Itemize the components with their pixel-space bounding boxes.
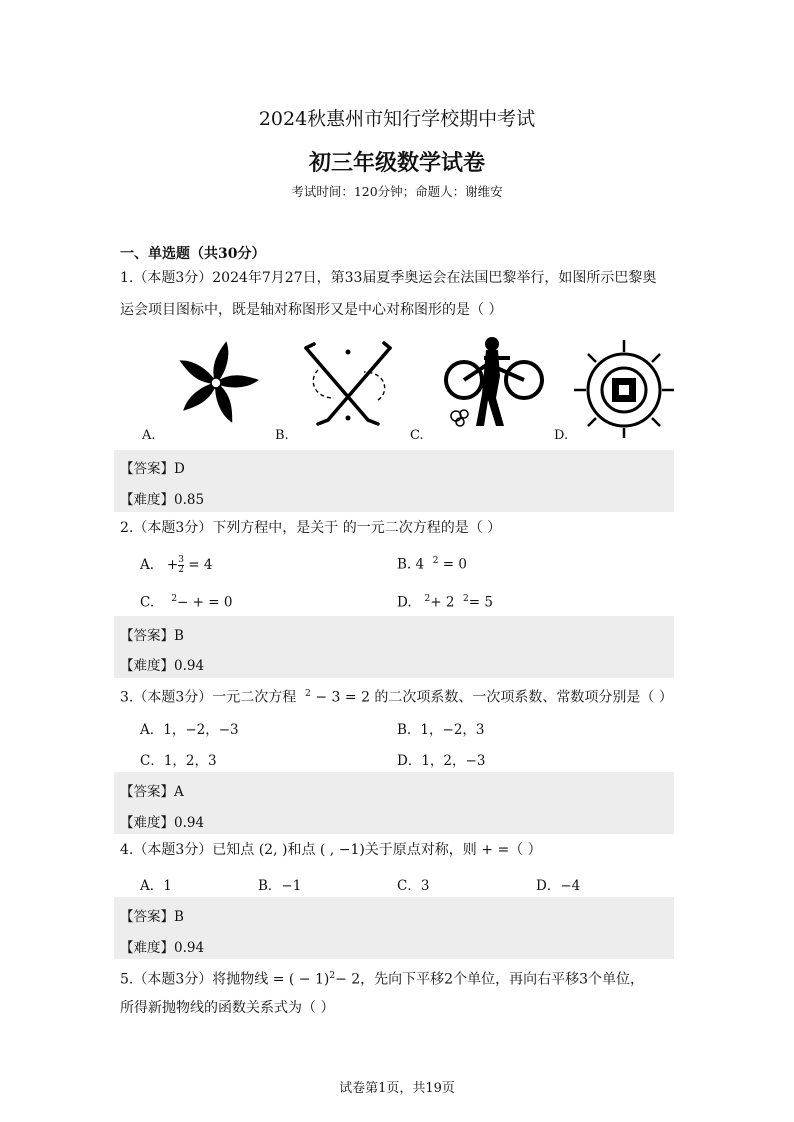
q2-option-c: C. $^2$− + = 0 (140, 594, 233, 611)
q1-option-a-label: A. (142, 428, 156, 443)
q4-answer: 【答案】B (120, 909, 184, 925)
q1-option-b-label: B. (275, 428, 289, 443)
q1-difficulty: 【难度】0.85 (120, 492, 205, 508)
q2-option-a: A. + $\frac{3}{2}$ = 4 (140, 555, 213, 575)
hockey-sticks-icon (298, 340, 408, 430)
q2-option-d: D. $^2$+ 2 $^2$= 5 (397, 594, 493, 611)
target-icon (574, 338, 678, 438)
q2-answer: 【答案】B (120, 628, 184, 644)
q2-difficulty: 【难度】0.94 (120, 658, 205, 674)
q4-answer-box (114, 897, 674, 959)
fraction: $\frac{3}{2}$ (178, 555, 184, 575)
q5-line1: 5.（本题3分）将抛物线 = ( − 1)$^2$− 2，先向下平移2个单位，再向右平移3个单位， (120, 971, 644, 988)
q1-answer: 【答案】D (120, 461, 185, 477)
q2-stem: 2.（本题3分）下列方程中，是关于 的一元二次方程的是（ ） (120, 520, 502, 536)
cyclist-icon (440, 336, 550, 432)
q3-option-a: A．1，−2，−3 (140, 722, 239, 738)
q1-line1: 1.（本题3分）2024年7月27日，第33届夏季奥运会在法国巴黎举行，如图所示巴黎奥 (120, 270, 657, 286)
q3-option-c: C．1，2，3 (140, 753, 217, 769)
q3-answer: 【答案】A (120, 784, 184, 800)
section-heading: 一、单选题（共30分） (120, 246, 266, 262)
q1-option-d-label: D. (554, 428, 569, 443)
paper-title: 初三年级数学试卷 (308, 150, 485, 176)
q1-option-c-label: C. (410, 428, 424, 443)
q4-stem: 4.（本题3分）已知点 (2, )和点 ( , −1)关于原点对称，则 + =（ ） (120, 842, 542, 858)
q2-option-b: B. 4 $^2$ = 0 (397, 556, 467, 573)
q4-option-d: D．−4 (536, 878, 581, 894)
q3-option-d: D．1，2，−3 (397, 753, 486, 769)
q4-option-b: B．−1 (258, 878, 302, 894)
q4-option-a: A．1 (140, 878, 172, 894)
exam-info: 考试时间：120分钟；命题人：谢维安 (291, 184, 503, 199)
q1-answer-box (114, 450, 674, 512)
pinwheel-icon (164, 338, 268, 428)
q2-answer-box (114, 616, 674, 678)
exam-title: 2024秋惠州市知行学校期中考试 (258, 108, 536, 130)
q1-line2: 运会项目图标中，既是轴对称图形又是中心对称图形的是（ ） (120, 302, 503, 318)
q4-option-c: C．3 (397, 878, 430, 894)
q5-line2: 所得新抛物线的函数关系式为（ ） (120, 1000, 335, 1016)
q3-difficulty: 【难度】0.94 (120, 815, 205, 831)
q4-difficulty: 【难度】0.94 (120, 940, 205, 956)
q3-stem: 3.（本题3分）一元二次方程 $^2$ − 3 = 2 的二次项系数、一次项系数、常数项分别是（ ） (120, 689, 673, 706)
q3-option-b: B．1，−2，3 (397, 722, 485, 738)
page-footer: 试卷第1页，共19页 (339, 1081, 455, 1096)
q3-answer-box (114, 772, 674, 834)
